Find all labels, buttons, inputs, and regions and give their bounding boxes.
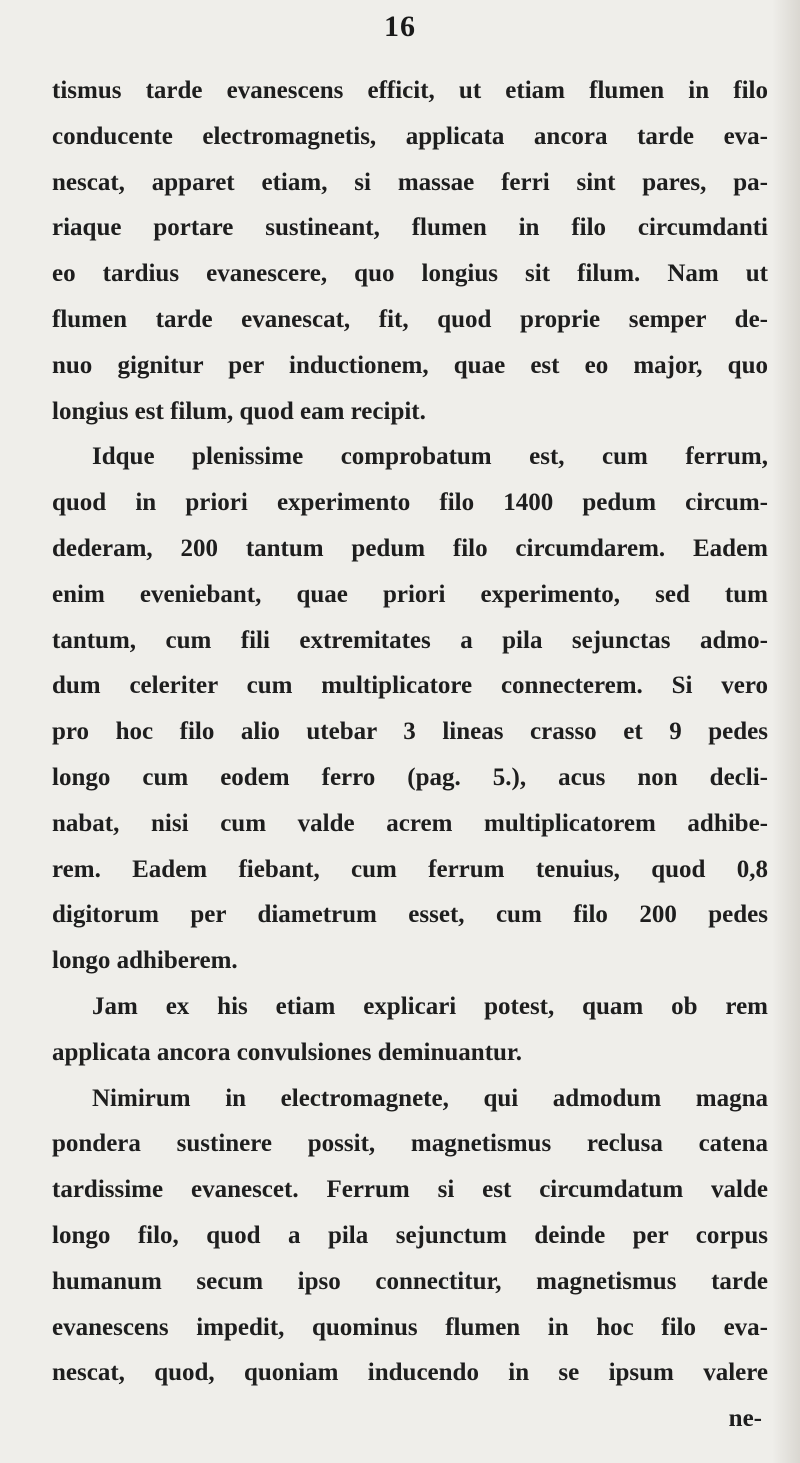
text-line: nescat, apparet etiam, si massae ferri sint pares, pa- bbox=[52, 168, 768, 196]
text-line: longo cum eodem ferro (pag. 5.), acus non decli- bbox=[52, 763, 768, 791]
text-line: nescat, quod, quoniam inducendo in se ipsum valere bbox=[52, 1359, 768, 1387]
text-line: humanum secum ipso connectitur, magnetismus tarde bbox=[52, 1267, 768, 1295]
page-edge-shadow bbox=[772, 0, 800, 1463]
text-line: riaque portare sustineant, flumen in filo circumdanti bbox=[52, 214, 768, 242]
text-line: nuo gignitur per inductionem, quae est eo major, quo bbox=[52, 351, 768, 379]
text-line: nabat, nisi cum valde acrem multiplicatorem adhibe- bbox=[52, 809, 768, 837]
text-line: tismus tarde evanescens efficit, ut etiam flumen in filo bbox=[52, 77, 768, 104]
text-line: dederam, 200 tantum pedum filo circumdarem. Eadem bbox=[52, 534, 768, 562]
page-number: 16 bbox=[384, 10, 416, 43]
text-line: Jam ex his etiam explicari potest, quam ob rem bbox=[92, 992, 768, 1020]
text-line: longius est filum, quod eam recipit. bbox=[52, 397, 426, 425]
text-line: evanescens impedit, quominus flumen in hoc filo eva- bbox=[52, 1313, 768, 1341]
text-line: conducente electromagnetis, applicata ancora tarde eva- bbox=[52, 122, 768, 150]
text-line: applicata ancora convulsiones deminuantur. bbox=[52, 1038, 522, 1066]
text-line: rem. Eadem fiebant, cum ferrum tenuius, quod 0,8 bbox=[52, 855, 768, 883]
text-line: eo tardius evanescere, quo longius sit filum. Nam ut bbox=[52, 260, 768, 288]
text-line: Idque plenissime comprobatum est, cum ferrum, bbox=[92, 443, 768, 471]
text-line: pro hoc filo alio utebar 3 lineas crasso et 9 pedes bbox=[52, 718, 768, 746]
text-line: longo adhiberem. bbox=[52, 947, 238, 975]
text-line: tardissime evanescet. Ferrum si est circumdatum valde bbox=[52, 1176, 768, 1204]
body-text bbox=[52, 68, 768, 1442]
text-line: quod in priori experimento filo 1400 pedum circum- bbox=[52, 489, 768, 517]
text-line: Nimirum in electromagnete, qui admodum magna bbox=[92, 1084, 768, 1112]
text-line: enim eveniebant, quae priori experimento, sed tum bbox=[52, 580, 768, 608]
text-line: pondera sustinere possit, magnetismus reclusa catena bbox=[52, 1130, 768, 1158]
catchword: ne- bbox=[728, 1405, 762, 1433]
text-line: dum celeriter cum multiplicatore connecterem. Si vero bbox=[52, 672, 768, 700]
text-line: longo filo, quod a pila sejunctum deinde per corpus bbox=[52, 1221, 768, 1249]
text-line: digitorum per diametrum esset, cum filo 200 pedes bbox=[52, 901, 768, 929]
text-line: flumen tarde evanescat, fit, quod proprie semper de- bbox=[52, 305, 768, 333]
text-line: tantum, cum fili extremitates a pila sejunctas admo- bbox=[52, 626, 768, 654]
